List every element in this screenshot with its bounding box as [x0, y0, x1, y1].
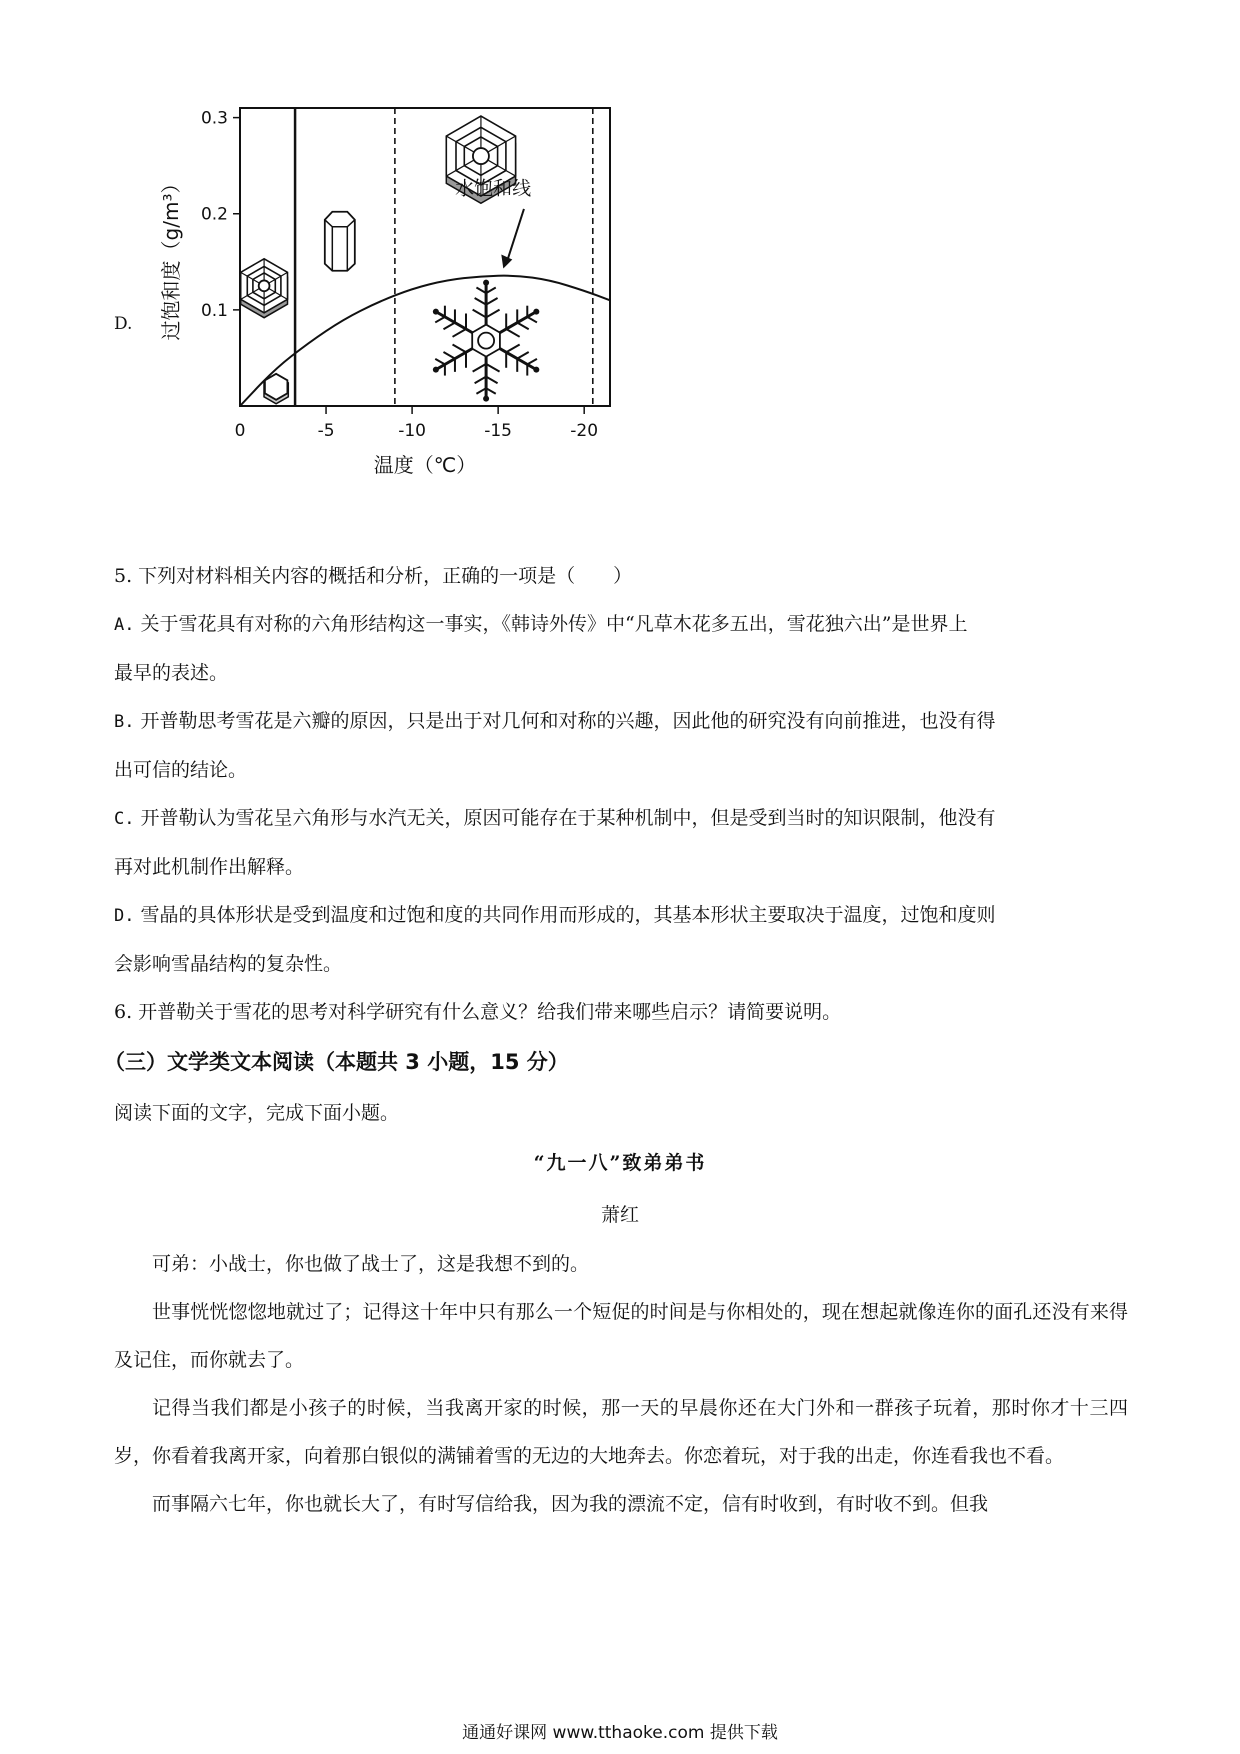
x-tick-label: 0: [234, 421, 246, 441]
curve-label: 水饱和线: [455, 177, 532, 200]
option-b-line2: 出可信的结论。: [114, 759, 248, 781]
option-c: [114, 794, 1128, 843]
x-axis-label: 温度（℃）: [373, 453, 477, 477]
x-tick-label: -10: [398, 421, 426, 441]
reading-instruction: 阅读下面的文字，完成下面小题。: [114, 1102, 400, 1124]
option-a-marker: A.: [114, 615, 135, 635]
option-b-line1: 开普勒思考雪花是六瓣的原因，只是出于对几何和对称的兴趣，因此他的研究没有向前推进，也没有得: [134, 710, 996, 732]
y-axis-ticks: [201, 109, 240, 321]
option-d-line2: 会影响雪晶结构的复杂性。: [114, 953, 343, 975]
y-axis-label: 过饱和度（g/m³）: [159, 173, 183, 341]
question-6: 6. 开普勒关于雪花的思考对科学研究有什么意义？给我们带来哪些启示？请简要说明。: [114, 1001, 842, 1023]
y-tick-label: 0.3: [200, 108, 228, 129]
option-d: [114, 891, 1128, 940]
article-paragraph: 可弟：小战士，你也做了战士了，这是我想不到的。: [152, 1253, 590, 1275]
crystal-sectored-plate: [241, 259, 288, 318]
question-5: 5. 下列对材料相关内容的概括和分析，正确的一项是（ ）: [114, 565, 633, 587]
article-author: 萧红: [600, 1204, 639, 1226]
option-a-line2: 最早的表述。: [114, 662, 229, 684]
crystal-hexagonal-column: [325, 212, 355, 271]
crystal-dendrite: [433, 280, 539, 402]
option-d-line1: 雪晶的具体形状是受到温度和过饱和度的共同作用而形成的，其基本形状主要取决于温度，过饱和度则: [134, 904, 996, 926]
x-tick-label: -5: [317, 421, 335, 441]
option-b: [114, 697, 1128, 746]
footer-credit: 通通好课网 www.tthaoke.com 提供下载: [462, 1723, 778, 1743]
article-paragraph: 记得当我们都是小孩子的时候，当我离开家的时候，那一天的早晨你还在大门外和一群孩子玩着，那时你才十三四岁，你看着我离开家，向着那白银似的满铺着雪的无边的大地奔去。你恋着玩，对于我的出走，你连看我也不看。: [114, 1397, 1128, 1467]
option-d-label: D.: [114, 314, 133, 334]
option-c-line2: 再对此机制作出解释。: [114, 856, 305, 878]
option-b-marker: B.: [114, 712, 135, 732]
x-axis-ticks: [235, 406, 598, 441]
curve-label-arrowhead: [501, 255, 512, 269]
article-body: [114, 1240, 1128, 1528]
option-c-line1: 开普勒认为雪花呈六角形与水汽无关，原因可能存在于某种机制中，但是受到当时的知识限制，他没有: [134, 807, 996, 829]
curve-label-arrow: [507, 209, 524, 261]
section-heading: （三）文学类文本阅读（本题共 3 小题，15 分）: [104, 1050, 569, 1074]
x-tick-label: -20: [570, 421, 599, 441]
x-tick-label: -15: [484, 421, 513, 441]
option-a: [114, 600, 1128, 649]
article-paragraph: 而事隔六七年，你也就长大了，有时写信给我，因为我的漂流不定，信有时收到，有时收不到。但我: [152, 1493, 989, 1515]
snow-crystal-chart: [150, 100, 710, 540]
y-tick-label: 0.2: [200, 204, 228, 225]
option-c-marker: C.: [114, 809, 135, 829]
questions-block: [114, 552, 1128, 1036]
crystal-hexagonal-plate: [264, 374, 288, 404]
article-paragraph: 世事恍恍惚惚地就过了；记得这十年中只有那么一个短促的时间是与你相处的，现在想起就像连你的面孔还没有来得及记住，而你就去了。: [114, 1301, 1128, 1371]
option-d-marker: D.: [114, 906, 135, 926]
article-title: “九一八”致弟弟书: [533, 1152, 707, 1174]
option-a-line1: 关于雪花具有对称的六角形结构这一事实，《韩诗外传》中“凡草木花多五出，雪花独六出”是世界上: [134, 613, 968, 635]
y-tick-label: 0.1: [200, 300, 228, 321]
